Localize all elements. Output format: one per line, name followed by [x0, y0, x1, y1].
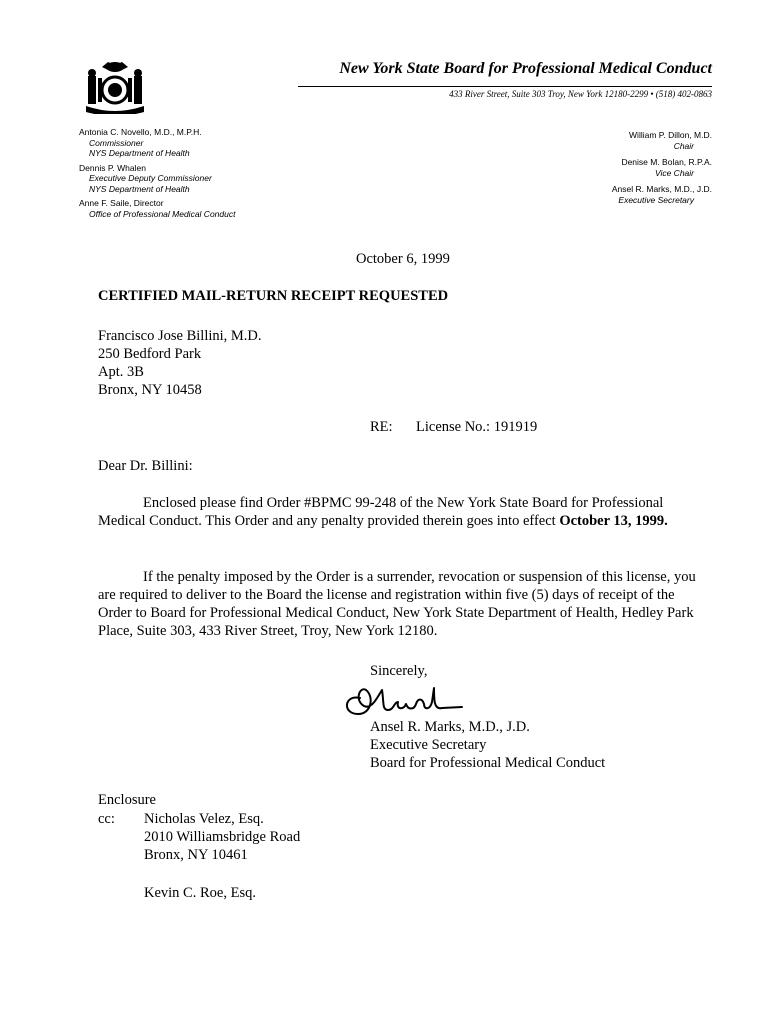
- staff-role: Executive Deputy Commissioner: [89, 173, 212, 183]
- effective-date: October 13, 1999.: [559, 513, 668, 529]
- paragraph-text: If the penalty imposed by the Order is a surrender, revocation or suspension of this license, you are required to deliver to the Board the license and registration within five (5) days of receipt of the Order to Board for Professional Medical Conduct, New York State Department of Health, Hedley Park Place, Suite 303, 433 River Street, Troy, New York 12180.: [98, 569, 696, 639]
- paragraph-penalty-notice: [98, 568, 698, 640]
- staff-entry: [79, 127, 309, 159]
- staff-entry: [79, 198, 309, 219]
- staff-role: NYS Department of Health: [89, 148, 190, 158]
- cc-line: 2010 Williamsbridge Road: [144, 829, 301, 845]
- re-label: RE:: [370, 419, 393, 435]
- cc-line: Nicholas Velez, Esq.: [144, 811, 264, 827]
- letter-date: October 6, 1999: [356, 251, 450, 267]
- cc-label: cc:: [98, 811, 115, 827]
- recipient-line: Apt. 3B: [98, 364, 144, 380]
- staff-role: Chair: [673, 140, 694, 151]
- delivery-method: CERTIFIED MAIL-RETURN RECEIPT REQUESTED: [98, 288, 449, 304]
- paragraph-text: Enclosed please find Order #BPMC 99-248 of the New York State Board for Professional Medical Conduct. This Order and any penalty provided therein goes into effect: [98, 495, 664, 529]
- staff-role: NYS Department of Health: [89, 183, 190, 194]
- recipient-line: Bronx, NY 10458: [98, 382, 202, 398]
- staff-role: Executive Secretary: [618, 194, 694, 205]
- staff-name: William P. Dillon, M.D.: [629, 130, 712, 140]
- header-rule: [298, 86, 712, 87]
- closing: Sincerely,: [370, 663, 428, 679]
- staff-role: Commissioner: [89, 137, 144, 148]
- signer-organization: Board for Professional Medical Conduct: [370, 755, 606, 771]
- staff-name: Antonia C. Novello, M.D., M.P.H.: [79, 127, 202, 137]
- staff-role: Vice Chair: [654, 167, 694, 178]
- staff-entry: [520, 157, 712, 178]
- recipient-address: [98, 327, 262, 399]
- salutation: Dear Dr. Billini:: [98, 458, 193, 474]
- paragraph-order-notice: [98, 494, 698, 530]
- cc-line: Bronx, NY 10461: [144, 847, 248, 863]
- recipient-line: Francisco Jose Billini, M.D.: [98, 328, 262, 344]
- board-address: 433 River Street, Suite 303 Troy, New York 12180-2299 • (518) 402-0863: [449, 89, 712, 99]
- signature-image: [338, 676, 468, 720]
- staff-name: Dennis P. Whalen: [79, 162, 146, 173]
- staff-left-column: [79, 127, 309, 223]
- staff-name: Anne F. Saile, Director: [79, 198, 164, 208]
- staff-role: Office of Professional Medical Conduct: [89, 208, 236, 219]
- staff-right-column: [520, 130, 712, 211]
- board-name: New York State Board for Professional Medical Conduct: [339, 60, 712, 77]
- signer-block: [370, 718, 605, 772]
- staff-name: Ansel R. Marks, M.D., J.D.: [611, 184, 712, 194]
- staff-entry: [520, 130, 712, 151]
- signer-title: Executive Secretary: [370, 737, 487, 753]
- staff-entry: [79, 163, 309, 195]
- enclosure-note: Enclosure: [98, 792, 156, 808]
- cc-recipient: [144, 810, 300, 864]
- license-number: License No.: 191919: [416, 419, 538, 435]
- cc-recipient-second: Kevin C. Roe, Esq.: [144, 885, 256, 901]
- staff-name: Denise M. Bolan, R.P.A.: [621, 157, 712, 167]
- state-seal-icon: [82, 58, 148, 114]
- recipient-line: 250 Bedford Park: [98, 346, 202, 362]
- staff-entry: [520, 184, 712, 205]
- signer-name: Ansel R. Marks, M.D., J.D.: [370, 719, 530, 735]
